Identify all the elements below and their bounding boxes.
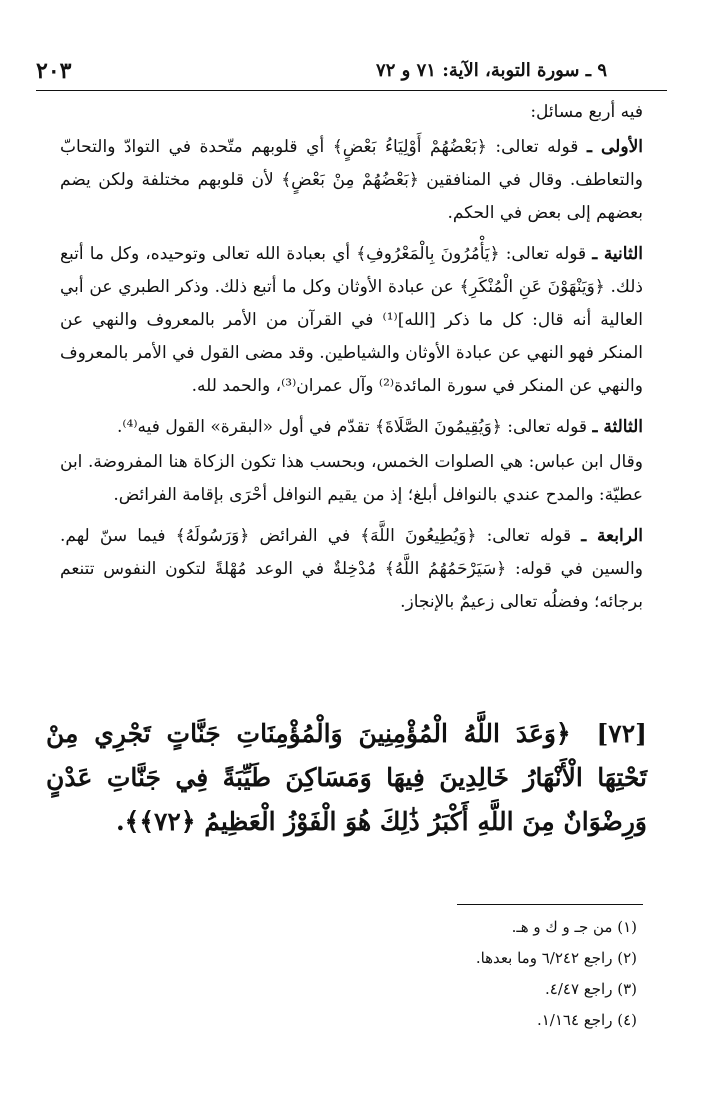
issue-lead: الثالثة ـ [592, 417, 643, 437]
footnote-2: (٢) راجع ٦/٢٤٢ وما بعدها. [475, 949, 637, 967]
issue-lead: الرابعة ـ [581, 526, 643, 546]
issue-first [60, 131, 643, 230]
running-head: ٩ ـ سورة التوبة، الآية: ٧١ و ٧٢ [376, 60, 607, 81]
issue-lead: الأولى ـ [586, 137, 643, 157]
issue-lead: الثانية ـ [592, 244, 644, 264]
footnote-4: (٤) راجع ١/١٦٤. [536, 1011, 637, 1029]
footnote-divider [457, 904, 643, 905]
verse-number: [٧٢] [596, 719, 647, 748]
page-header [36, 56, 667, 91]
issue-text: قوله تعالى: ﴿يَأْمُرُونَ بِالْمَعْرُوفِ﴾ أي بعبادة الله تعالى وتوحيده، وكل ما أتبع ذلك. ﴿وَيَنْهَوْنَ عَنِ الْمُنْكَرِ﴾ عن عبادة الأوثان وكل ما أتبع ذلك. وذكر الطبري عن أبي العالية أنه قال: كل ما ذكر [الله]⁽¹⁾ في القرآن من الأمر بالمعروف والنهي عن المنكر فهو النهي عن عبادة الأوثان والشياطين. وقد مضى القول في الأمر بالمعروف والنهي عن المنكر في سورة المائدة⁽²⁾ وآل عمران⁽³⁾، والحمد لله. [60, 244, 643, 396]
issue-fourth [60, 520, 643, 619]
page-number: ٢٠٣ [36, 58, 72, 84]
footnotes [237, 912, 637, 1036]
issue-text: قوله تعالى: ﴿وَيُقِيمُونَ الصَّلَاةَ﴾ تقدّم في أول «البقرة» القول فيه⁽⁴⁾. [116, 417, 588, 437]
verse-text: ﴿وَعَدَ اللَّهُ الْمُؤْمِنِينَ وَالْمُؤْمِنَاتِ جَنَّاتٍ تَجْرِي مِنْ تَحْتِهَا الْأَنْهَارُ خَالِدِينَ فِيهَا وَمَسَاكِنَ طَيِّبَةً فِي جَنَّاتِ عَدْنٍ وَرِضْوَانٌ مِنَ اللَّهِ أَكْبَرُ ذَٰلِكَ هُوَ الْفَوْزُ الْعَظِيمُ ﴿٧٢﴾﴾. [46, 719, 647, 836]
intro-line: فيه أربع مسائل: [530, 102, 643, 122]
issue-second [60, 238, 643, 403]
issue-third-continued: وقال ابن عباس: هي الصلوات الخمس، وبحسب هذا تكون الزكاة هنا المفروضة. ابن عطيّة: والمدح عندي بالنوافل أبلغ؛ إذ من يقيم النوافل أحْرَى بإقامة الفرائض. [60, 452, 643, 505]
issue-third [60, 411, 643, 444]
issue-text: قوله تعالى: ﴿وَيُطِيعُونَ اللَّهَ﴾ في الفرائض ﴿وَرَسُولَهُ﴾ فيما سنّ لهم. والسين في قوله: ﴿سَيَرْحَمُهُمُ اللَّهُ﴾ مُدْخِلةٌ في الوعد مُهْلةً لتكون النفوس تتنعم برجائه؛ وفضلُه تعالى زعيمٌ بالإنجاز. [60, 526, 643, 612]
quran-verse [46, 712, 647, 844]
footnote-1: (١) من جـ و ك و هـ. [511, 918, 637, 936]
issue-text: قوله تعالى: ﴿بَعْضُهُمْ أَوْلِيَاءُ بَعْضٍ﴾ أي قلوبهم متّحدة في التوادّ والتحابّ والتعاطف. وقال في المنافقين ﴿بَعْضُهُمْ مِنْ بَعْضٍ﴾ لأن قلوبهم مختلفة ولكن يضم بعضهم إلى بعض في الحكم. [60, 137, 643, 223]
commentary-text [60, 96, 643, 627]
footnote-3: (٣) راجع ٤/٤٧. [545, 980, 637, 998]
